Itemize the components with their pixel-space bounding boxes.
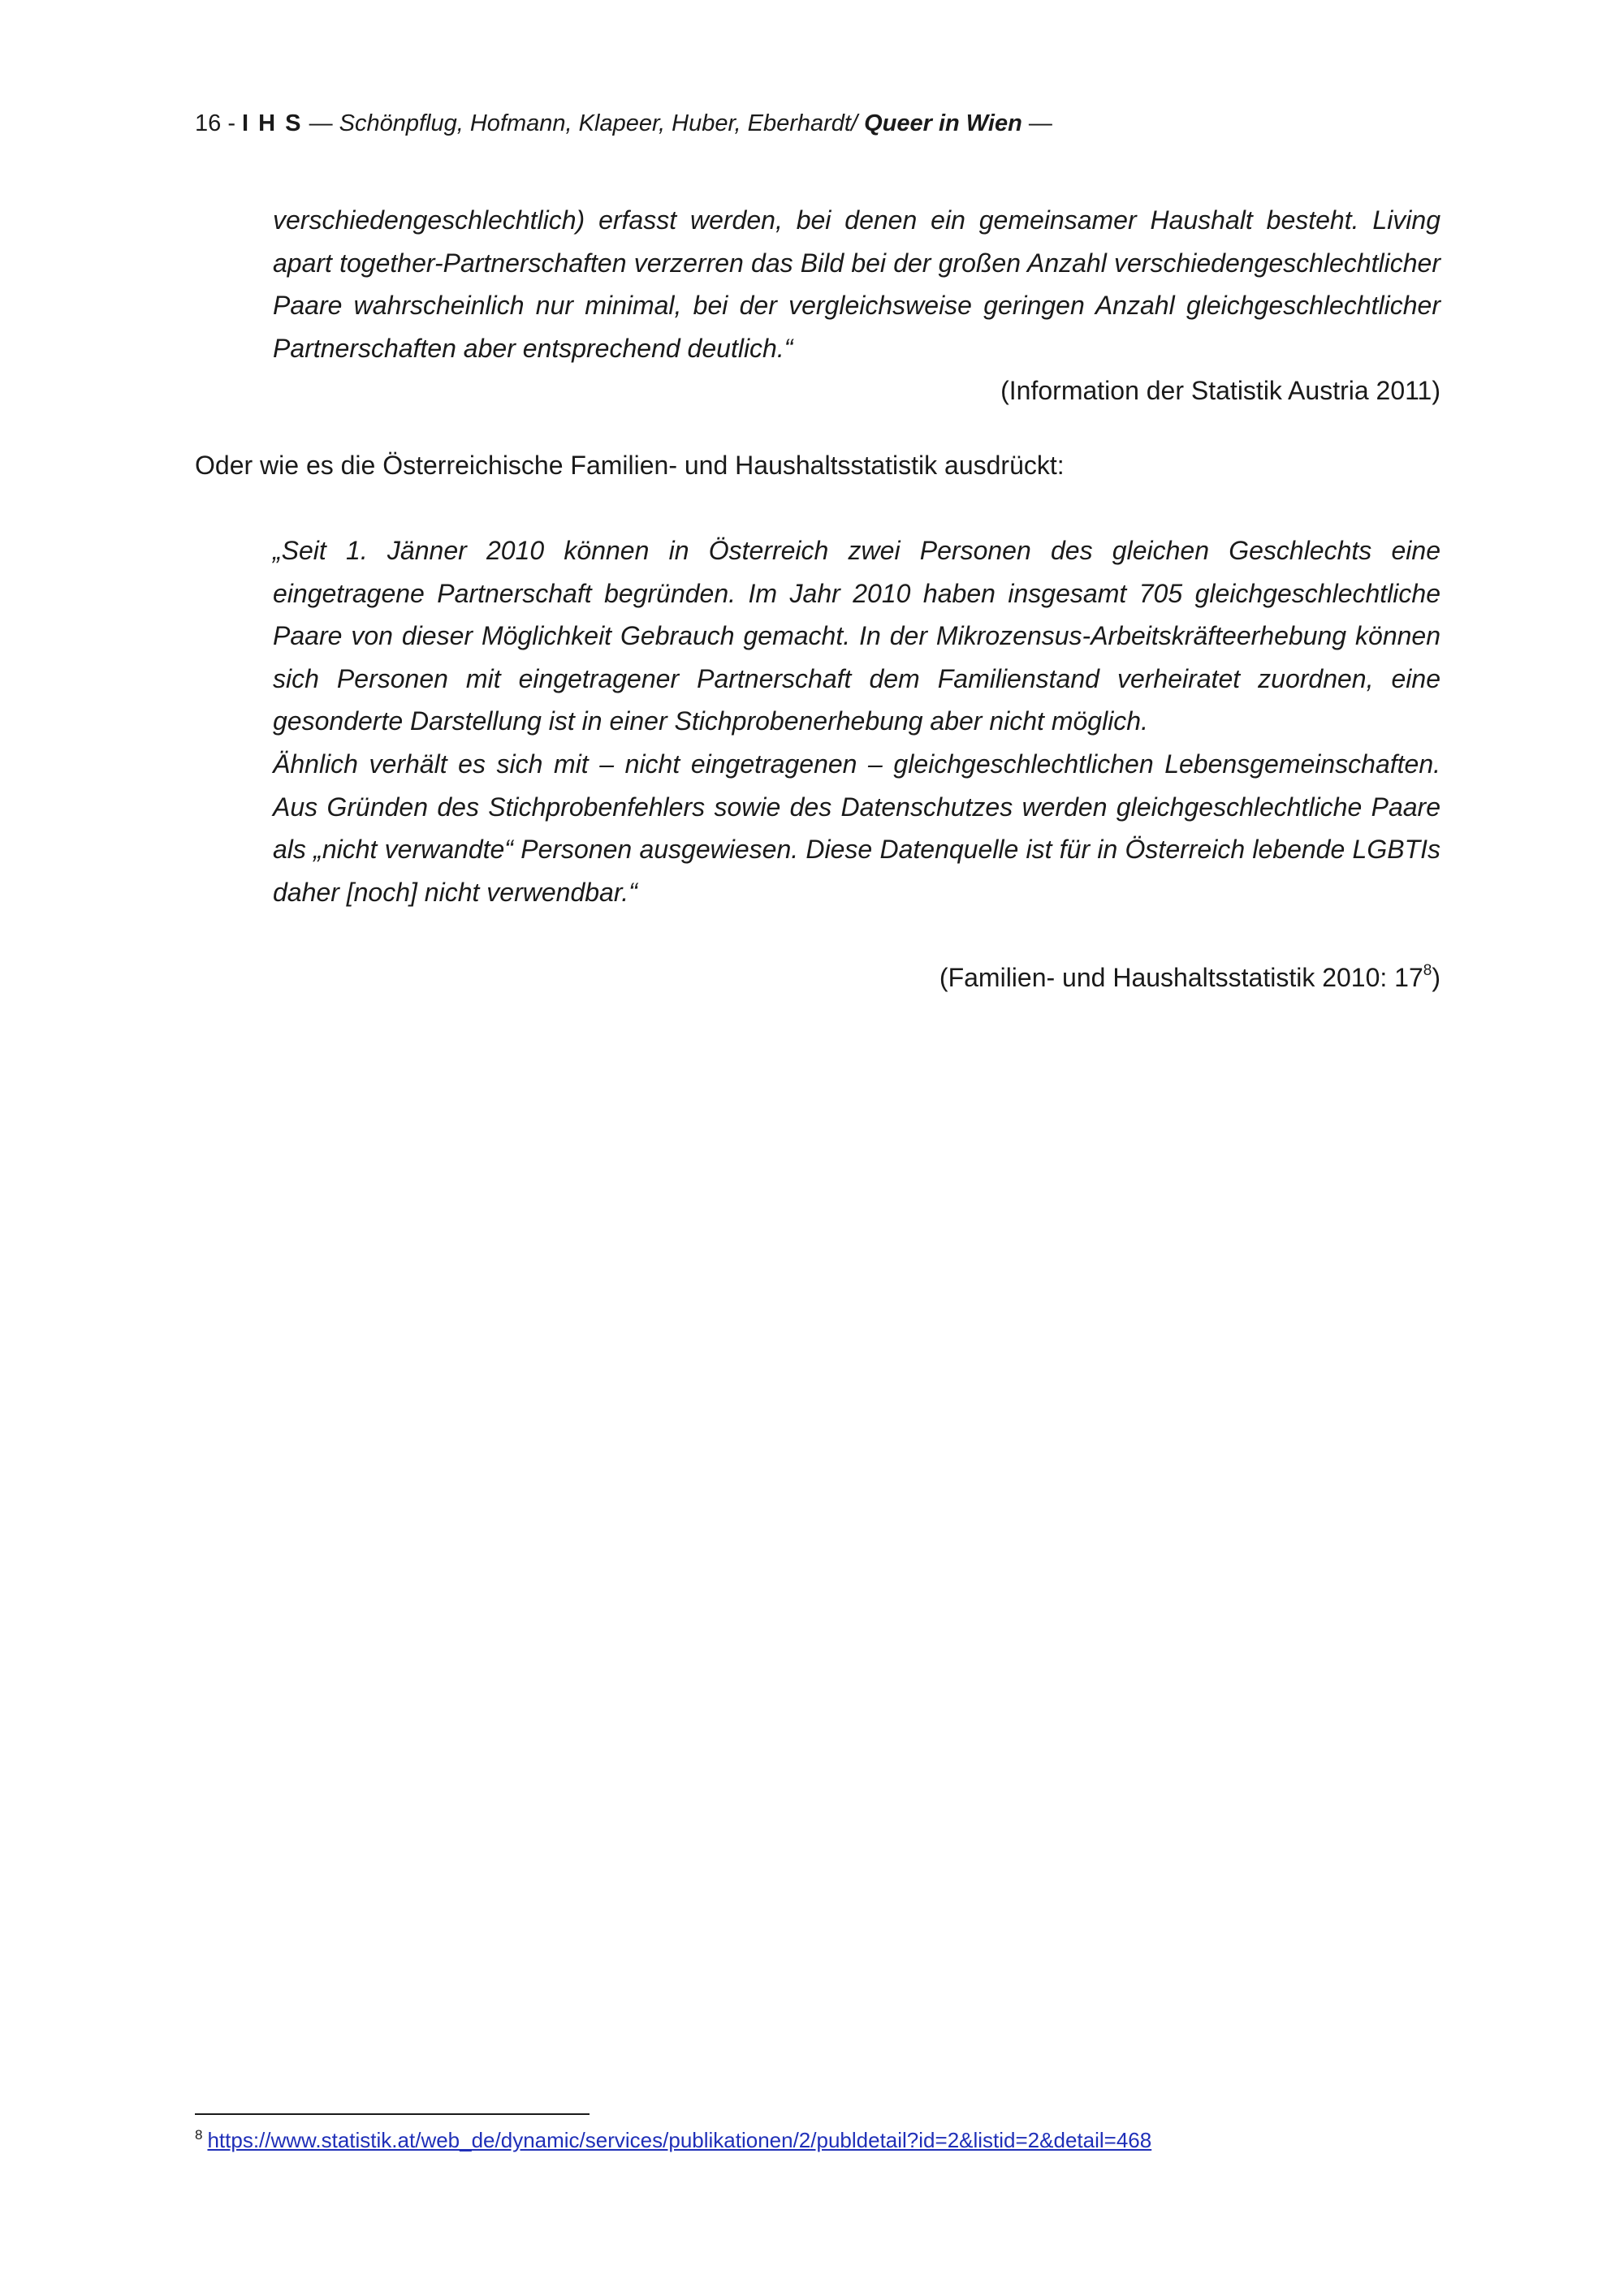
block-quote-2-paragraph-1: „Seit 1. Jänner 2010 können in Österreich zwei Personen des gleichen Geschlechts eine eingetragene Partnerschaft begründen. Im Jahr 2010 haben insgesamt 705 gleichgeschlechtliche Paare von dieser Möglichkeit Gebrauch gemacht. In der Mikrozensus-Arbeitskräfteerhebung können sich Personen mit eingetragener Partnerschaft dem Familienstand verheiratet zuordnen, eine gesonderte Darstellung ist in einer Stichprobenerhebung aber nicht möglich. [273,536,1440,736]
header-authors: Schönpflug, Hofmann, Klapeer, Huber, Eberhardt/ [339,110,865,136]
citation-2-text: (Familien- und Haushaltsstatistik 2010: 17 [939,963,1423,992]
citation-2-footnote-ref[interactable]: 8 [1423,962,1432,980]
citation-1: (Information der Statistik Austria 2011) [1000,376,1440,405]
citation-2 [939,956,1440,999]
footnote [195,2126,1151,2158]
citation-2-close: ) [1432,963,1440,992]
footnote-divider [195,2113,590,2115]
block-quote-2 [273,529,1440,913]
footnote-link[interactable]: https://www.statistik.at/web_de/dynamic/services/publikationen/2/publdetail?id=2&listid=2&detail=468 [207,2128,1152,2152]
intro-paragraph: Oder wie es die Österreichische Familien- und Haushaltsstatistik ausdrückt: [195,451,1065,480]
header-separator: - [221,110,243,136]
header-dash: — [302,110,339,136]
block-quote-1-text: verschiedengeschlechtlich) erfasst werden, bei denen ein gemeinsamer Haushalt besteht. Living apart together-Partnerschaften verzerren das Bild bei der großen Anzahl verschiedengeschlechtlicher Paare wahrscheinlich nur minimal, bei der vergleichsweise geringen Anzahl gleichgeschlechtlicher Partnerschaften aber entsprechend deutlich.“ [273,205,1440,363]
header-org: I H S [242,110,303,136]
header-dash-end: — [1021,110,1052,136]
block-quote-2-paragraph-2: Ähnlich verhält es sich mit – nicht eingetragenen – gleichgeschlechtlichen Lebensgemeinschaften. Aus Gründen des Stichprobenfehlers sowie des Datenschutzes werden gleichgeschlechtliche Paare als „nicht verwandte“ Personen ausgewiesen. Diese Datenquelle ist für in Österreich lebende LGBTIs daher [noch] nicht verwendbar.“ [273,749,1440,907]
footnote-number: 8 [195,2127,203,2143]
block-quote-1 [273,199,1440,369]
header-title: Queer in Wien [864,110,1022,136]
running-header [195,107,1052,140]
page-number: 16 [195,110,222,136]
